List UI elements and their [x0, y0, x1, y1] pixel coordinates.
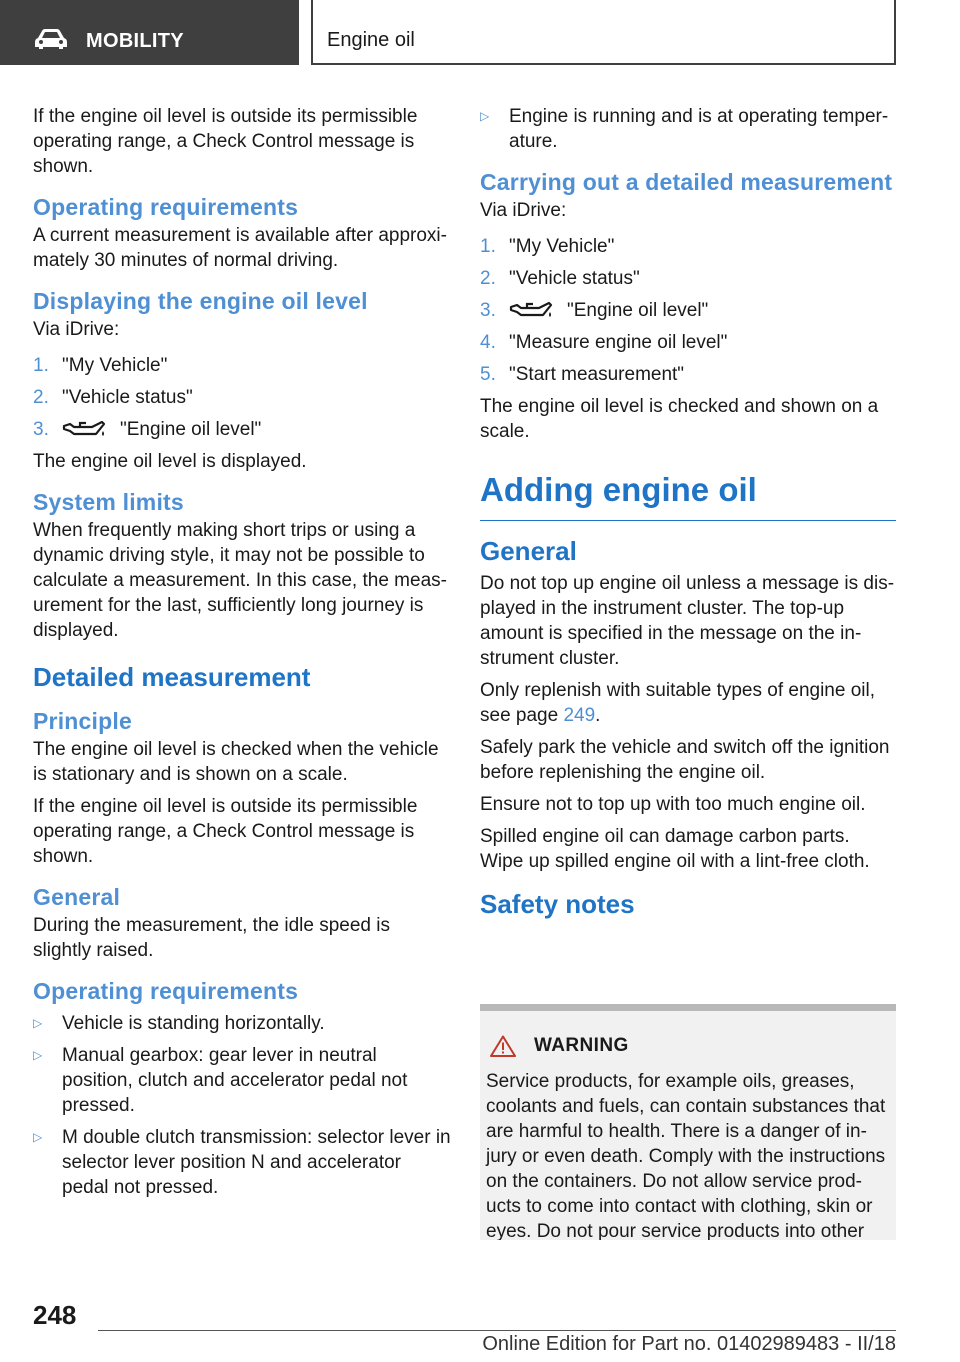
- bullet-text: Vehicle is standing horizontally.: [62, 1013, 325, 1034]
- general-paragraph-2: [480, 678, 896, 728]
- adding-engine-oil-heading: Adding engine oil: [480, 470, 896, 521]
- list-item: [480, 294, 896, 326]
- carrying-out-measurement-heading: Carrying out a detailed measurement: [480, 169, 893, 195]
- via-idrive-label: Via iDrive:: [480, 200, 567, 221]
- general-heading: General: [33, 884, 121, 910]
- displayed-text: The engine oil level is displayed.: [33, 451, 307, 472]
- step-number: 1.: [33, 354, 49, 376]
- list-item: [33, 413, 451, 445]
- principle-heading: Principle: [33, 708, 132, 734]
- step-text: "My Vehicle": [62, 354, 168, 376]
- right-column: [480, 104, 896, 924]
- principle-paragraph-1: The engine oil level is checked when the vehicle is stationary and is shown on a scale.: [33, 739, 439, 785]
- bullet-text: Engine is running and is at operating temper-ature.: [509, 106, 889, 152]
- general-paragraph-2-end: .: [595, 705, 601, 726]
- via-idrive-label: Via iDrive:: [33, 319, 120, 340]
- step-number: 2.: [33, 386, 49, 408]
- header-section-label: MOBILITY: [86, 30, 184, 52]
- step-text: "Engine oil level": [120, 418, 262, 440]
- footer-edition: Online Edition for Part no. 01402989483 - II/18: [482, 1333, 896, 1355]
- general-paragraph-4: Ensure not to top up with too much engine oil.: [480, 794, 866, 815]
- oil-can-icon: [509, 300, 553, 320]
- list-item: [480, 358, 896, 390]
- oil-can-icon: [62, 419, 106, 439]
- step-text: "My Vehicle": [509, 235, 615, 257]
- footer-divider: [98, 1330, 896, 1331]
- detailed-measurement-heading: Detailed measurement: [33, 662, 311, 692]
- header-section-tab: [0, 0, 299, 65]
- warning-text: Service products, for example oils, greases, coolants and fuels, can contain substances that are harmful to health. There is a danger of in-jury or even death. Comply with the instructions on the containers. Do not allow service prod-ucts to come into contact with clothing, skin or eyes. Do not pour service products into other: [486, 1071, 886, 1240]
- warning-box: [480, 1004, 896, 1240]
- step-text: "Vehicle status": [62, 386, 193, 408]
- warning-label: WARNING: [534, 1035, 629, 1056]
- operating-requirements-heading: Operating requirements: [33, 194, 299, 220]
- intro-paragraph: If the engine oil level is outside its permissible operating range, a Check Control message is shown.: [33, 106, 418, 177]
- list-item: [480, 262, 896, 294]
- step-text: "Vehicle status": [509, 267, 640, 289]
- left-column: [33, 104, 451, 1207]
- step-number: 3.: [480, 299, 496, 321]
- bullet-triangle-icon: ▷: [33, 1016, 43, 1030]
- scale-text: The engine oil level is checked and shown on a scale.: [480, 396, 879, 442]
- general-text: During the measurement, the idle speed is slightly raised.: [33, 915, 390, 961]
- operating-requirements-list-continued: [480, 104, 896, 154]
- system-limits-heading: System limits: [33, 489, 184, 515]
- page-number: 248: [33, 1300, 77, 1330]
- system-limits-text: When frequently making short trips or using a dynamic driving style, it may not be possible to calculate a measurement. In this case, the meas-urement for the last, sufficiently long journey is displayed.: [33, 520, 447, 641]
- bullet-text: Manual gearbox: gear lever in neutral position, clutch and accelerator pedal not pressed.: [62, 1045, 408, 1116]
- step-text: "Start measurement": [509, 363, 685, 385]
- list-item: [480, 104, 896, 154]
- safety-notes-heading: Safety notes: [480, 889, 635, 919]
- list-item: [33, 1011, 451, 1036]
- warning-header: [490, 1035, 629, 1057]
- list-item: [33, 1043, 451, 1118]
- page-title: Engine oil: [327, 29, 415, 51]
- principle-paragraph-2: If the engine oil level is outside its permissible operating range, a Check Control message is shown.: [33, 796, 418, 867]
- display-steps-list: [33, 349, 451, 445]
- list-item: [33, 1125, 451, 1200]
- step-number: 2.: [480, 267, 496, 289]
- operating-requirements-2-heading: Operating requirements: [33, 978, 299, 1004]
- step-text: "Measure engine oil level": [509, 331, 728, 353]
- bullet-triangle-icon: ▷: [33, 1048, 43, 1062]
- measurement-steps-list: [480, 230, 896, 390]
- list-item: [480, 326, 896, 358]
- step-number: 5.: [480, 363, 496, 385]
- list-item: [480, 230, 896, 262]
- displaying-oil-level-heading: Displaying the engine oil level: [33, 288, 368, 314]
- step-number: 1.: [480, 235, 496, 257]
- general-paragraph-5: Spilled engine oil can damage carbon parts. Wipe up spilled engine oil with a lint-free cloth.: [480, 826, 870, 872]
- warning-triangle-icon: [490, 1035, 516, 1057]
- step-number: 4.: [480, 331, 496, 353]
- bullet-triangle-icon: ▷: [33, 1130, 43, 1144]
- general-paragraph-1: Do not top up engine oil unless a message is dis-played in the instrument cluster. The top-up amount is specified in the message on the in-strument cluster.: [480, 573, 895, 669]
- operating-requirements-text: A current measurement is available after approxi-mately 30 minutes of normal driving.: [33, 225, 447, 271]
- step-number: 3.: [33, 418, 49, 440]
- step-text: "Engine oil level": [567, 299, 709, 321]
- header-title-box: [311, 0, 896, 65]
- bullet-text: M double clutch transmission: selector lever in selector lever position N and accelerator pedal not pressed.: [62, 1127, 451, 1198]
- operating-requirements-list: [33, 1011, 451, 1200]
- bullet-triangle-icon: ▷: [480, 109, 490, 123]
- general-heading: General: [480, 536, 577, 566]
- general-paragraph-2-text: Only replenish with suitable types of engine oil, see page: [480, 680, 876, 726]
- page-link[interactable]: 249: [563, 705, 596, 726]
- general-paragraph-3: Safely park the vehicle and switch off the ignition before replenishing the engine oil.: [480, 737, 890, 783]
- list-item: [33, 349, 451, 381]
- car-icon: [34, 28, 68, 50]
- list-item: [33, 381, 451, 413]
